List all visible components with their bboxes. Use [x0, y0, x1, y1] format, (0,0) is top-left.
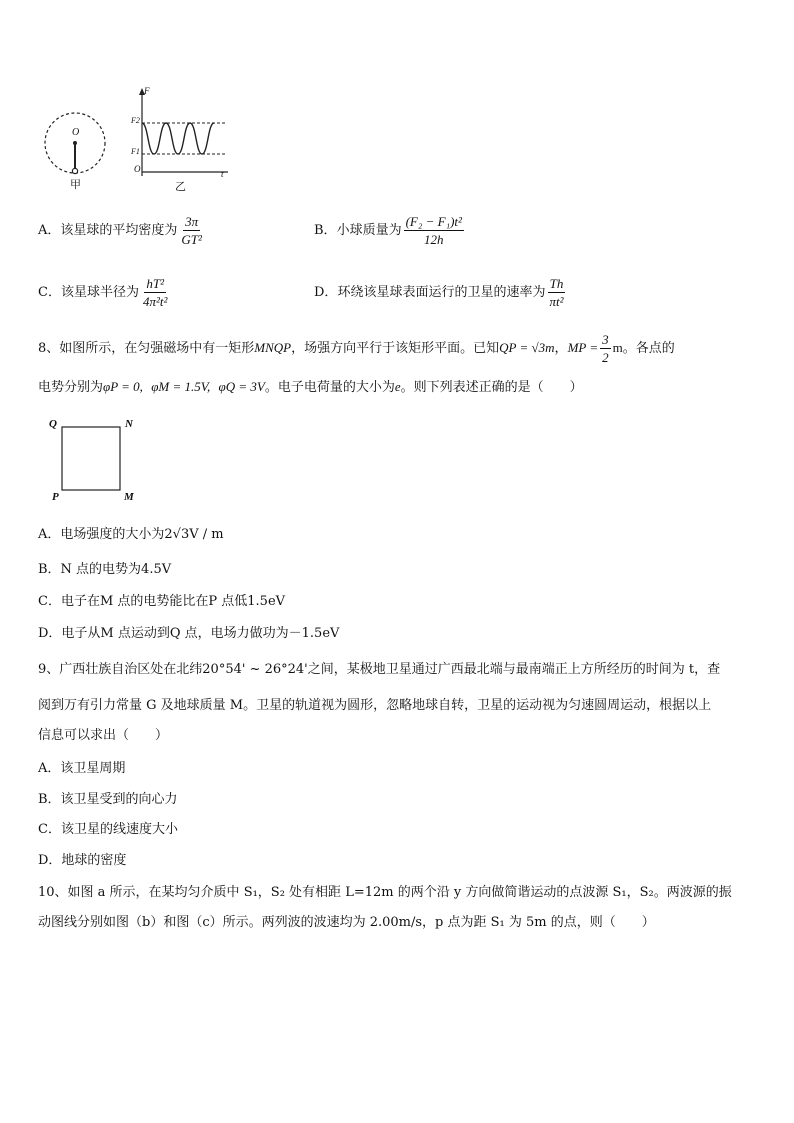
- figure-yi-f2: F2: [131, 116, 140, 125]
- q7-option-a: A．该星球的平均密度为 $\frac{3\pi}{\text{GT²}}$: [38, 214, 202, 247]
- q9-stem-line3: 信息可以求出（ ）: [38, 728, 169, 743]
- rect-label-m: M: [124, 491, 134, 503]
- q9-stem-line2: 阅到万有引力常量 G 及地球质量 M。卫星的轨道视为圆形，忽略地球自转，卫星的运动视为匀速圆周运动，根据以上: [38, 698, 712, 713]
- figure-yi-axis-t: t: [221, 169, 224, 179]
- q10-stem-line2: 动图线分别如图（b）和图（c）所示。两列波的波速均为 2.00m/s，p 点为距 S₁ 为 5m 的点，则（ ）: [38, 915, 655, 930]
- figure-jia-o-label: O: [72, 127, 80, 138]
- q9-option-c: C．该卫星的线速度大小: [38, 822, 178, 837]
- figure-rectangle-mnqp: [60, 424, 124, 494]
- rect-label-q: Q: [49, 418, 57, 430]
- q7-option-b: B．小球质量为 $\frac{\text{(F₂ − F₁)t²}}{12h}$: [314, 214, 462, 247]
- q8-option-a: A．电场强度的大小为2√3V / m: [38, 527, 224, 542]
- figure-yi-axis-f: F: [144, 86, 150, 96]
- figure-jia-label: 甲: [70, 178, 81, 191]
- q8-stem-line2: 电势分别为φP = 0, φM = 1.5V, φQ = 3V。电子电荷量的大小为e。则下列表述正确的是（ ）: [38, 379, 583, 395]
- q8-option-b: B．N 点的电势为4.5V: [38, 562, 172, 577]
- q10-stem-line1: 10、如图 a 所示，在某均匀介质中 S₁，S₂ 处有相距 L=12m 的两个沿 y 方向做简谐运动的点波源 S₁，S₂。两波源的振: [38, 885, 732, 900]
- rect-label-n: N: [125, 418, 133, 430]
- q8-option-d: D．电子从M 点运动到Q 点，电场力做功为－1.5eV: [38, 626, 340, 641]
- figure-yi-f1: F1: [131, 147, 140, 156]
- q9-option-a: A．该卫星周期: [38, 761, 126, 776]
- q8-stem-line1: 8、如图所示，在匀强磁场中有一矩形MNQP，场强方向平行于该矩形平面。已知QP = √3m，MP = $\frac{3}{2}$ m。各点的: [38, 332, 675, 365]
- q9-stem-line1: 9、广西壮族自治区处在北纬20°54' ~ 26°24'之间，某极地卫星通过广西最北端与最南端正上方所经历的时间为 t，查: [38, 662, 721, 677]
- q7-option-d: D．环绕该星球表面运行的卫星的速率为 $\frac{Th}{\text{πt²}}$: [314, 276, 564, 309]
- q8-option-c: C．电子在M 点的电势能比在P 点低1.5eV: [38, 594, 286, 609]
- q9-option-b: B．该卫星受到的向心力: [38, 792, 178, 807]
- rect-label-p: P: [52, 491, 59, 503]
- q7-option-c: C．该星球半径为 $\frac{\text{hT²}}{\text{4π²t²}}$: [38, 276, 168, 309]
- figure-yi-label: 乙: [175, 180, 186, 193]
- figure-yi-origin: O: [134, 164, 141, 174]
- q9-option-d: D．地球的密度: [38, 853, 127, 868]
